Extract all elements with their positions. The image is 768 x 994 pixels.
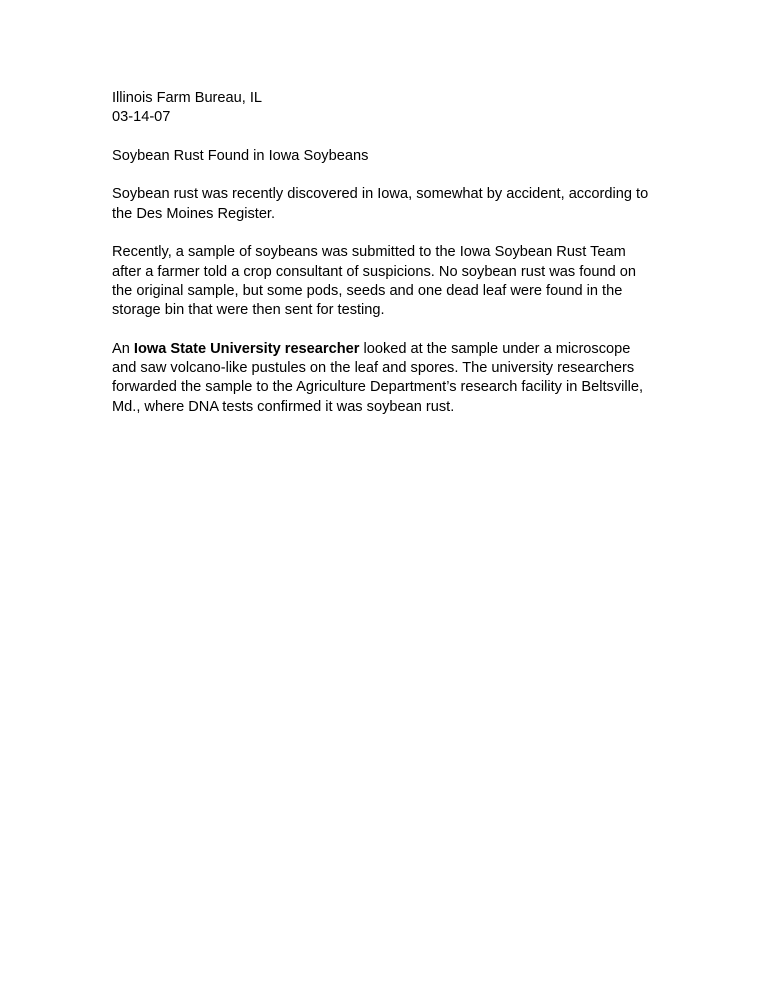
paragraph-2: Recently, a sample of soybeans was submitted to the Iowa Soybean Rust Team after a farmer told a crop consultant of suspicions. No soybean rust was found on the original sample, but some pods, seeds and one dead leaf were found in the storage bin that were then sent for testing. bbox=[112, 244, 637, 319]
article-headline: Soybean Rust Found in Iowa Soybeans bbox=[112, 147, 369, 164]
document-page bbox=[112, 89, 652, 417]
paragraph-1: Soybean rust was recently discovered in Iowa, somewhat by accident, according to the Des Moines Register. bbox=[112, 186, 649, 222]
paragraph-3 bbox=[112, 340, 652, 417]
paragraph-3-bold: Iowa State University researcher bbox=[133, 340, 360, 357]
date-line: 03-14-07 bbox=[112, 109, 171, 126]
paragraph-3-lead: An bbox=[112, 340, 134, 357]
source-line: Illinois Farm Bureau, IL bbox=[112, 90, 263, 106]
paragraph-3-rest: looked at the sample under a microscope and saw volcano-like pustules on the leaf and spores. The university researchers forwarded the sample to the Agriculture Department’s research facility in Beltsville, Md., where DNA tests confirmed it was soybean rust. bbox=[112, 340, 644, 415]
